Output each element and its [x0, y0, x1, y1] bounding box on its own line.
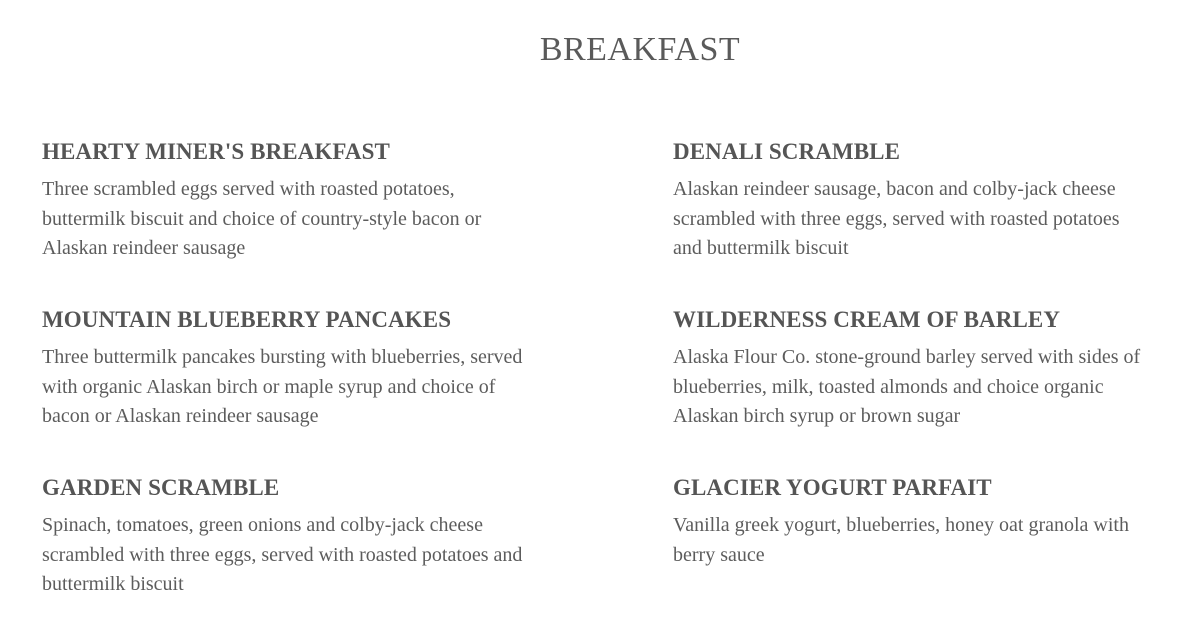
menu-item-description: Alaskan reindeer sausage, bacon and colby-jack cheese scrambled with three eggs, served with roasted potatoes and buttermilk biscuit — [673, 178, 1120, 259]
menu-item-description: Three scrambled eggs served with roasted potatoes, buttermilk biscuit and choice of country-style bacon or Alaskan reindeer sausage — [42, 178, 482, 259]
menu-item-description: Spinach, tomatoes, green onions and colby-jack cheese scrambled with three eggs, served with roasted potatoes and buttermilk biscuit — [42, 514, 523, 595]
menu-grid — [42, 137, 1182, 641]
menu-item-description: Three buttermilk pancakes bursting with blueberries, served with organic Alaskan birch or maple syrup and choice of bacon or Alaskan reindeer sausage — [42, 346, 523, 427]
menu-item-name: MOUNTAIN BLUEBERRY PANCAKES — [42, 307, 452, 332]
menu-item-denali-scramble — [673, 137, 1173, 305]
menu-item-name: DENALI SCRAMBLE — [673, 139, 901, 164]
menu-item-name: GARDEN SCRAMBLE — [42, 475, 280, 500]
menu-item-description: Vanilla greek yogurt, blueberries, honey oat granola with berry sauce — [673, 514, 1129, 566]
menu-item-garden-scramble — [42, 473, 673, 641]
menu-item-glacier-yogurt-parfait — [673, 473, 1173, 641]
menu-item-name: HEARTY MINER'S BREAKFAST — [42, 139, 390, 164]
menu-item-name: WILDERNESS CREAM OF BARLEY — [673, 307, 1061, 332]
menu-item-mountain-blueberry-pancakes — [42, 305, 673, 473]
menu-item-hearty-miners-breakfast — [42, 137, 673, 305]
page-title: BREAKFAST — [539, 31, 741, 68]
menu-item-wilderness-cream-of-barley — [673, 305, 1173, 473]
menu-item-description: Alaska Flour Co. stone-ground barley served with sides of blueberries, milk, toasted almonds and choice organic Alaskan birch syrup or brown sugar — [673, 346, 1141, 427]
menu-item-name: GLACIER YOGURT PARFAIT — [673, 475, 992, 500]
